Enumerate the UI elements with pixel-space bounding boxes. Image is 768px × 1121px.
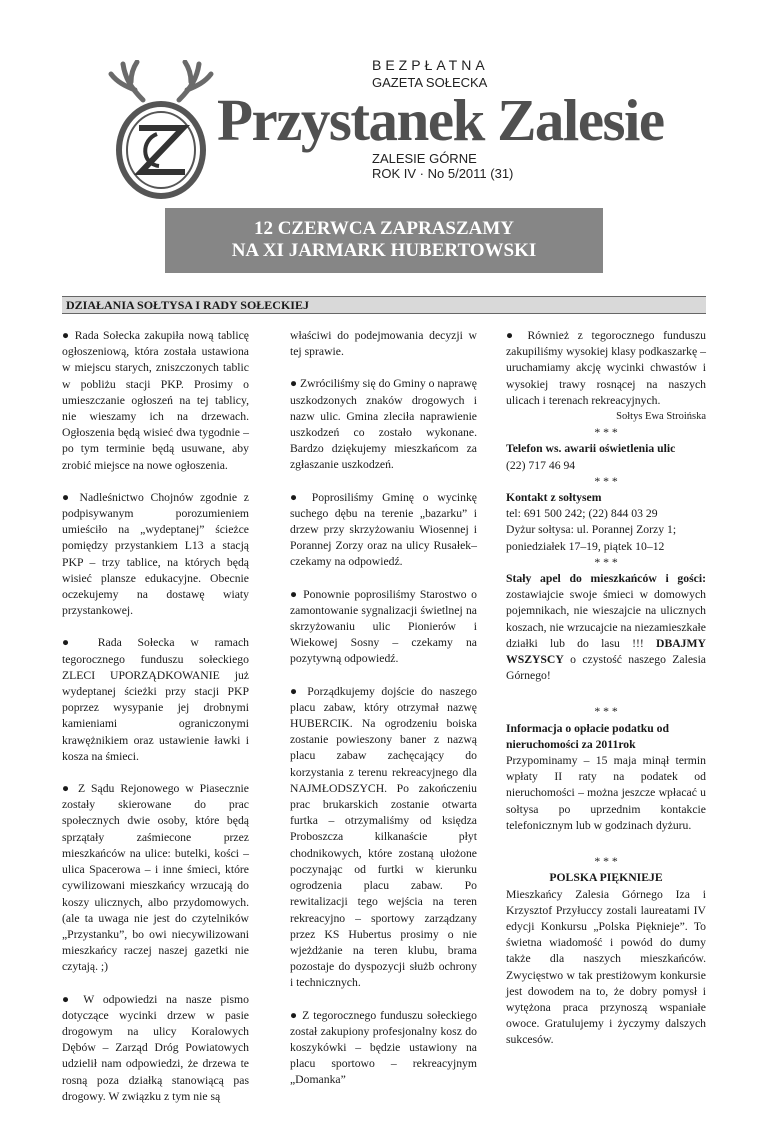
paragraph: właściwi do podejmowania decyzji w tej sprawie. [290,329,477,359]
lamp-phone-title: Telefon ws. awarii oświetlenia ulic [506,442,676,456]
masthead-title: Przystanek Zalesie [217,87,664,153]
paragraph: ● Nadleśnictwo Chojnów zgodnie z podpisywanym porozumieniem umieściło na „wydeptanej” ścieżce pomiędzy przystankiem L13 a stacją PKP – trzy tablice, na których będą wisieć plansze edukacyjne. Obecnie oczekujemy na dostawę wiaty przystankowej. [62,490,249,618]
headline-banner [165,208,603,273]
separator: * * * [594,555,618,569]
contact-phone: tel: 691 500 242; (22) 844 03 29 [506,507,658,521]
contact-hours: poniedziałek 17–19, piątek 10–12 [506,539,665,553]
paragraph: ● Ponownie poprosiliśmy Starostwo o zamontowanie sygnalizacji świetlnej na skrzyżowaniu ulic Pionierów i Wiekowej Sosny – czekamy na pozytywną odpowiedź. [290,587,477,666]
gazette-label: GAZETA SOŁECKA [372,75,488,90]
headline-line-2: NA XI JARMARK HUBERTOWSKI [231,240,537,261]
paragraph: ● Z tegorocznego funduszu sołeckiego został zakupiony profesjonalny kosz do koszykówki – będzie ustawiony na placu sportowo – rekreacyjnym „Domanka” [290,1008,477,1087]
signature: Sołtys Ewa Stroińska [616,411,706,423]
column-1 [62,328,249,1121]
separator: * * * [594,705,618,719]
column-2 [290,328,477,1105]
beauty-title: POLSKA PIĘKNIEJE [549,871,663,885]
appeal-text: zostawiajcie swoje śmieci w domowych pojemnikach, nie wieszajcie na ulicznych koszach, nie wrzucajcie na niezamieszkałe działki lub do lasu !!! [506,588,706,650]
issue-label: ROK IV · No 5/2011 (31) [372,166,514,181]
appeal-end: o czystość naszego Zalesia Górnego! [506,653,706,683]
tax-title: Informacja o opłacie podatku od nieruchomości za 2011rok [506,721,669,751]
appeal [506,571,706,684]
paragraph: ● Porządkujemy dojście do naszego placu zabaw, który otrzymał nazwę HUBERCIK. Na ogrodzeniu boiska zostanie powieszony baner z nazwą placu zabaw zachęcający do korzystania z terenu rekreacyjnego dla NAJMŁODSZYCH. Po zakończeniu prac brukarskich zostanie otwarta furtka – otrzymaliśmy od księdza Proboszcza kilkanaście płyt chodnikowych, które zostaną ułożone poczynając od furtki w kierunku ogrodzenia placu zabaw. Po rewitalizacji tego wejścia na teren rekreacyjno – sportowy zarządzany przez KS Hubertus prosimy o nie wjeżdżanie na teren klubu, brama pozostaje do dyspozycji służb ochrony i technicznych. [290,684,477,990]
paragraph: ● Z Sądu Rejonowego w Piasecznie zostały skierowane do prac społecznych dwie osoby, które będą sprzątały zaśmiecone przez mieszkańców na ulice: butelki, kości – ulica Spacerowa – i inne śmieci, które cywilizowani mieszkańcy wrzucają do koszy ulicznych, albo przydomowych. (ale ta uwaga nie jest do czytelników „Przystanku”, bo owi niecywilizowani mieszkańcy raczej naszej gazetki nie czytają. ;) [62,782,249,974]
headline-line-1: 12 CZERWCA ZAPRASZAMY [253,218,515,239]
contact-title: Kontakt z sołtysem [506,491,602,505]
paragraph: ● Rada Sołecka zakupiła nową tablicę ogłoszeniową, która została ustawiona w miejscu starych, zniszczonych tablic w pobliżu stacji PKP. Prosimy o umieszczanie ogłoszeń na tej tablicy, nie wieszamy ich na drzewach. Ogłoszenia będą wisieć dwa tygodnie – po tym terminie będą usuwane, aby zrobić miejsce na nowe ogłoszenia. [62,329,249,472]
column-3 [506,328,706,1049]
paragraph: ● Zwróciliśmy się do Gminy o naprawę uszkodzonych znaków drogowych i nazw ulic. Gmina zleciła naprawienie uszkodzeń co zostało wykonane. Bardzo dziękujemy mieszkańcom za zgłaszanie uszkodzeń. [290,377,477,472]
zg-emblem-icon [101,60,221,200]
lamp-phone-number: (22) 717 46 94 [506,458,576,472]
beauty-text: Mieszkańcy Zalesia Górnego Iza i Krzysztof Przyłuccy zostali laureatami IV edycji Konkursu „Polska Pięknieje”. To świetna wiadomość i powód do dumy także dla naszych mieszkańców. Zwycięstwo w tak prestiżowym konkursie jest dowodem na to, że dobry pomysł i wytężona praca przynoszą wspaniałe owoce. Gratulujemy i życzymy dalszych sukcesów. [506,887,706,1047]
appeal-title: Stały apel do mieszkańców i gości: [506,572,706,586]
paragraph: ● Również z tegorocznego funduszu zakupiliśmy wysokiej klasy podkaszarkę – uruchamiamy akcję wycinki chwastów i wysokiej trawy rosnącej na naszych ulicach i terenach rekreacyjnych. [506,329,706,407]
contact-duty: Dyżur sołtysa: ul. Porannej Zorzy 1; [506,523,677,537]
free-label: BEZPŁATNA [372,57,489,73]
separator: * * * [594,474,618,488]
appeal-bold: DBAJMY WSZYSCY [506,636,706,667]
tax-text: Przypominamy – 15 maja minął termin wpłaty II raty na podatek od nieruchomości – można jeszcze wpłacać u sołtysa po uprzednim kontakcie telefonicznym lub w godzinach dyżuru. [506,754,706,832]
paragraph: ● Poprosiliśmy Gminę o wycinkę suchego dębu na terenie „bazarku” i drzew przy skrzyżowaniu Wiosennej i Porannej Zorzy oraz na ulicy Rusałek– czekamy na odpowiedź. [290,490,477,569]
separator: * * * [594,855,618,869]
section-title: DZIAŁANIA SOŁTYSA I RADY SOŁECKIEJ [62,296,706,314]
place-label: ZALESIE GÓRNE [372,151,477,166]
paragraph: ● Rada Sołecka w ramach tegorocznego funduszu sołeckiego ZLECI UPORZĄDKOWANIE już wydeptanej ścieżki przy stacji PKP poprzez wysypanie jej drobnymi kamieniami ograniczonymi krawężnikiem oraz ustawienie ławki i kosza na śmieci. [62,636,249,763]
paragraph: ● W odpowiedzi na nasze pismo dotyczące wycinki drzew w pasie drogowym na ulicy Koralowych Dębów – Zarząd Dróg Powiatowych udzielił nam odpowiedzi, że drzewa te rosną poza działką stanowiącą pas drogowy. W związku z tym nie są [62,992,249,1103]
separator: * * * [594,426,618,440]
